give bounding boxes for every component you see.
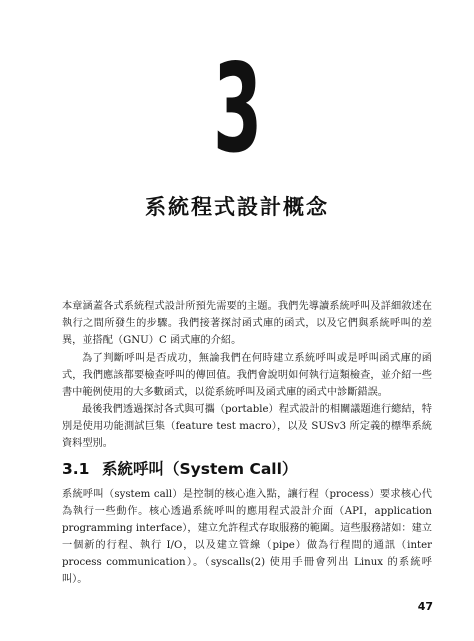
section-heading [62, 458, 432, 480]
chapter-number: 3 [212, 38, 262, 180]
section-number: 3.1 [62, 460, 90, 478]
intro-paragraph-2: 為了判斷呼叫是否成功，無論我們在何時建立系統呼叫或是呼叫函式庫的函式，我們應該都要檢查呼叫的傳回值。我們會說明如何執行這類檢查，並介紹一些書中範例使用的大多數函式，以從系統呼叫及函式庫的函式中診斷錯誤。 [62, 353, 432, 398]
intro-paragraph-1: 本章涵蓋各式系統程式設計所預先需要的主題。我們先導讀系統呼叫及詳細敘述在執行之間所發生的步驟。我們接著探討函式庫的函式，以及它們與系統呼叫的差異，並搭配（GNU）C 函式庫的介紹。 [62, 301, 432, 346]
section-paragraph: 系統呼叫（system call）是控制的核心進入點，讓行程（process）要求核心代為執行一些動作。核心透過系統呼叫的應用程式設計介面（API，application programming interface），建立允許程式存取服務的範圍。這些服務諸如：建立一個新的行程、執行 I/O，以及建立管線（pipe）做為行程間的通訊（inter process communication）。（syscalls(2) 使用手冊會列出 Linux 的系統呼叫）。 [62, 489, 432, 585]
chapter-title: 系統程式設計概念 [145, 195, 329, 219]
section-title: 系統呼叫（System Call） [102, 460, 298, 478]
intro-paragraph-3: 最後我們透過探討各式與可攜（portable）程式設計的相關議題進行總結，特別是使用功能測試巨集（feature test macro），以及 SUSv3 所定義的標準系統資料型別。 [62, 404, 432, 449]
page-number: 47 [417, 600, 433, 613]
